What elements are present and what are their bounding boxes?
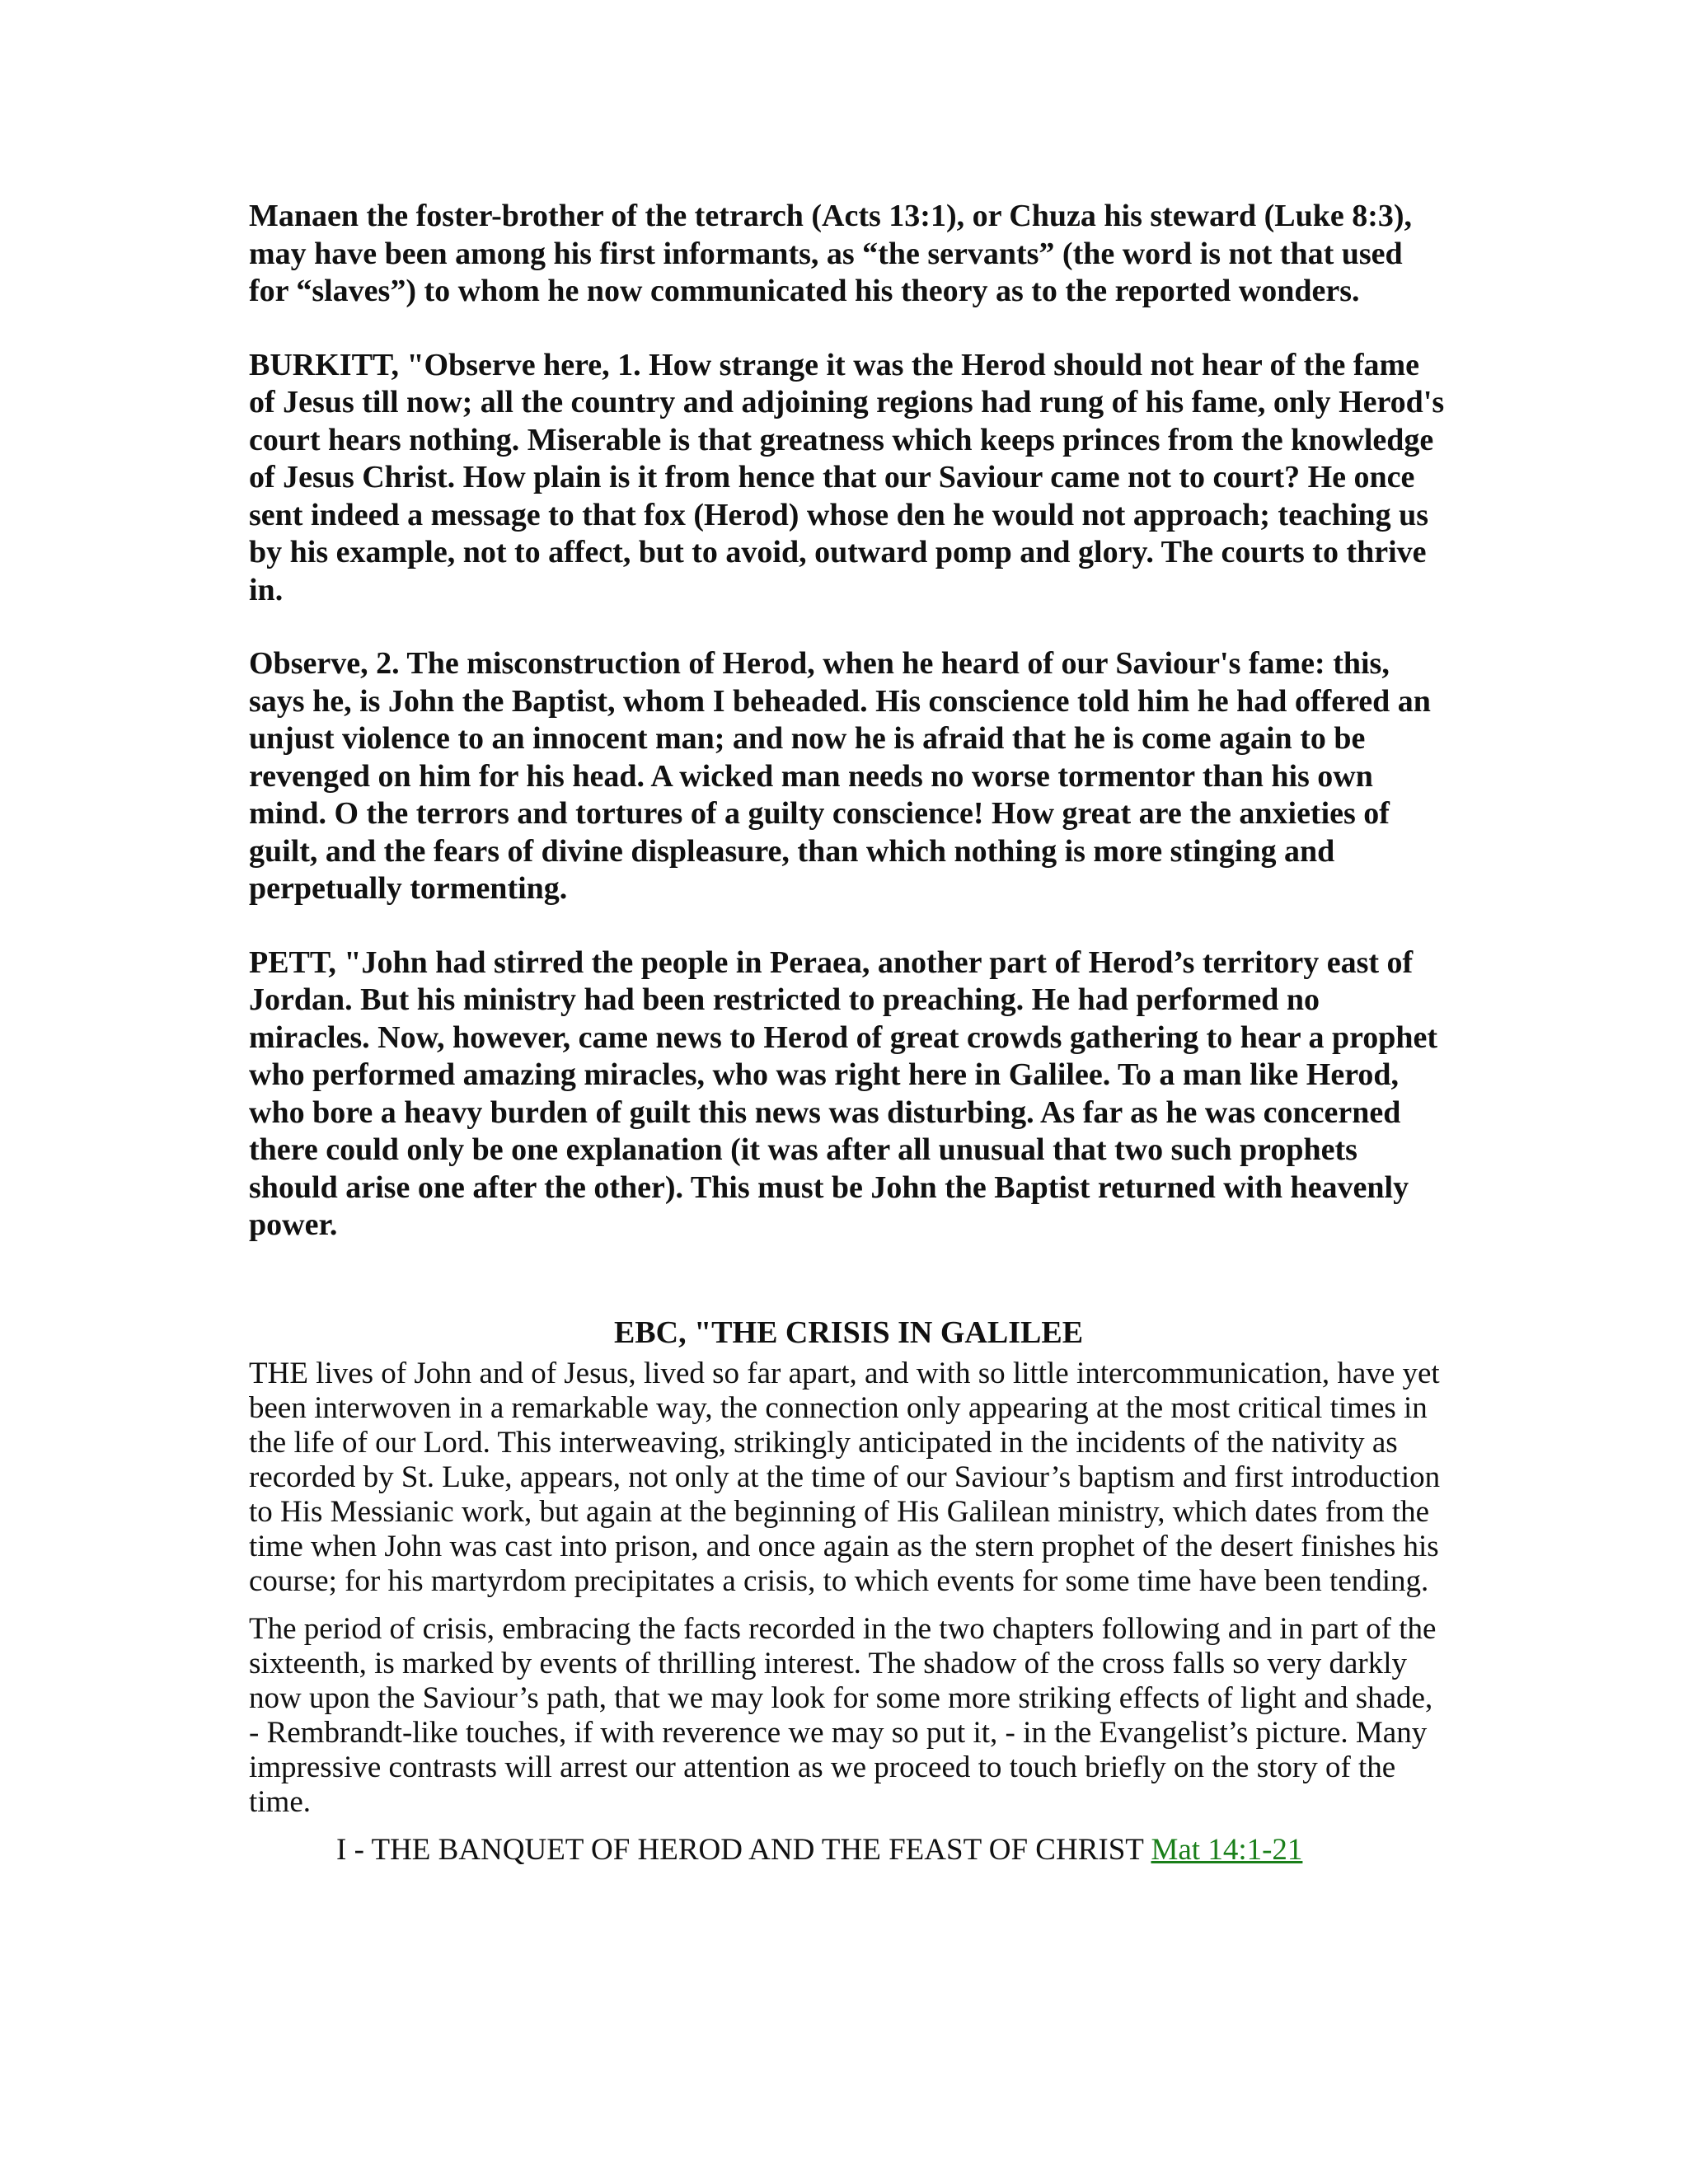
paragraph-lives-of-john: THE lives of John and of Jesus, lived so far apart, and with so little intercommunication, have yet been interwoven in a remarkable way, the connection only appearing at the most critical times in the life of our Lord. This interweaving, strikingly anticipated in the incidents of the nativity as recorded by St. Luke, appears, not only at the time of our Saviour’s baptism and first introduction to His Messianic work, but again at the beginning of His Galilean ministry, which dates from the time when John was cast into prison, and once again as the stern prophet of the desert finishes his course; for his martyrdom precipitates a crisis, to which events for some time have been tending. (249, 1356, 1441, 1598)
section-heading: EBC, "THE CRISIS IN GALILEE (613, 1315, 1084, 1350)
paragraph-burkitt: BURKITT, "Observe here, 1. How strange it was the Herod should not hear of the fame of Jesus till now; all the country and adjoining regions had rung of his fame, only Herod's court hears nothing. Miserable is that greatness which keeps princes from the knowledge of Jesus Christ. How plain is it from hence that our Saviour came not to court? He once sent indeed a message to that fox (Herod) whose den he would not approach; teaching us by his example, not to affect, but to avoid, outward pomp and glory. The courts to thrive in. (249, 347, 1445, 607)
paragraph-pett: PETT, "John had stirred the people in Peraea, another part of Herod’s territory east of Jordan. But his ministry had been restricted to preaching. He had performed no miracles. Now, however, came news to Herod of great crowds gathering to hear a prophet who performed amazing miracles, who was right here in Galilee. To a man like Herod, who bore a heavy burden of guilt this news was disturbing. As far as he was concerned there could only be one explanation (it was after all unusual that two such prophets should arise one after the other). This must be John the Baptist returned with heavenly power. (249, 944, 1438, 1242)
paragraph-manaen: Manaen the foster-brother of the tetrarch (Acts 13:1), or Chuza his steward (Luke 8:3), may have been among his first informants, as “the servants” (the word is not that used for “slaves”) to whom he now communicated his theory as to the reported wonders. (249, 199, 1413, 308)
paragraph-observe-2: Observe, 2. The misconstruction of Herod, when he heard of our Saviour's fame: this, says he, is John the Baptist, whom I beheaded. His conscience told him he had offered an unjust violence to an innocent man; and now he is afraid that he is come again to be revenged on him for his head. A wicked man needs no worse tormentor than his own mind. O the terrors and tortures of a guilty conscience! How great are the anxieties of guilt, and the fears of divine displeasure, than which nothing is more stinging and perpetually tormenting. (249, 646, 1431, 906)
paragraph-period-of-crisis: The period of crisis, embracing the facts recorded in the two chapters following and in part of the sixteenth, is marked by events of thrilling interest. The shadow of the cross falls so very darkly now upon the Saviour’s path, that we may look for some more striking effects of light and shade, - Rembrandt-like touches, if with reverence we may so put it, - in the Evangelist’s picture. Many impressive contrasts will arrest our attention as we proceed to touch briefly on the story of the time. (249, 1611, 1437, 1819)
subsection-title-line (336, 1833, 1448, 1868)
subsection-title: I - THE BANQUET OF HEROD AND THE FEAST OF CHRIST (336, 1832, 1144, 1867)
scripture-reference-link[interactable]: Mat 14:1-21 (1151, 1832, 1303, 1867)
document-page (249, 198, 1448, 1868)
